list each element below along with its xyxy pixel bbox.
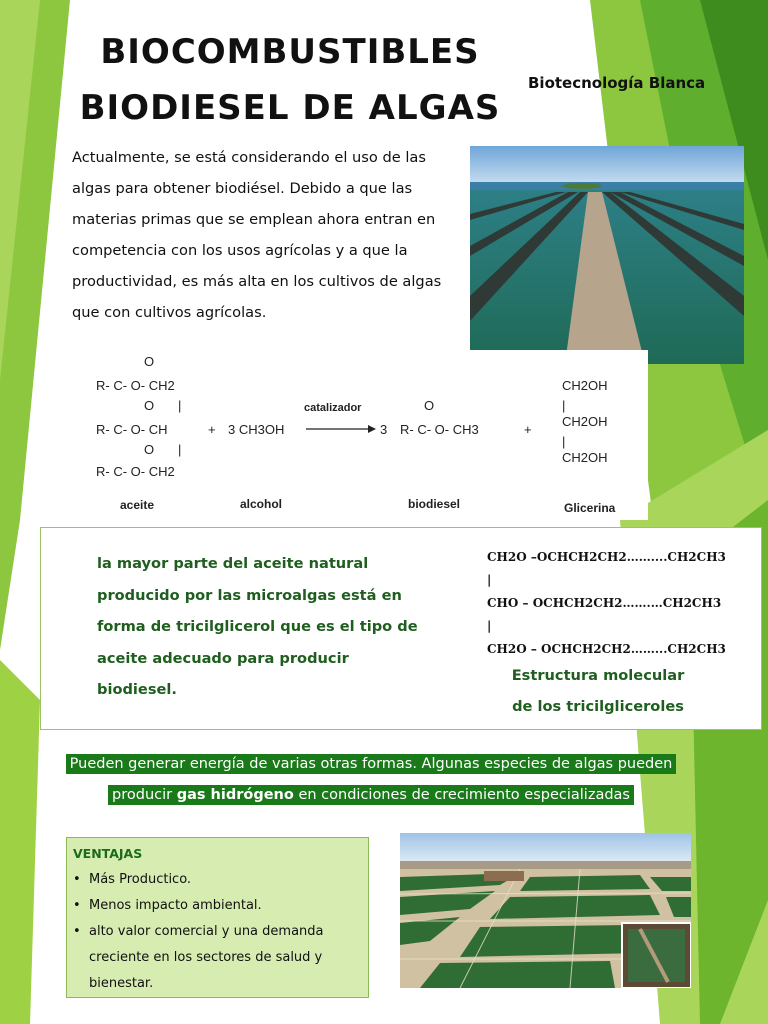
triglyceride-description: la mayor parte del aceite natural producido por las microalgas está en forma de tricilglicerol que es el tipo de aceite adecuado para producir biodiesel. — [97, 555, 418, 698]
ventajas-box — [66, 837, 369, 998]
carbonyl-o-1: O — [144, 354, 155, 369]
page-title: BIOCOMBUSTIBLES BIODIESEL DE ALGAS — [79, 32, 501, 128]
hydrogen-banner-line-1: Pueden generar energía de varias otras formas. Algunas especies de algas pueden — [26, 756, 716, 772]
triglyceride-info-box — [40, 527, 762, 730]
triglyceride-row-2: R- C- O- CH — [96, 422, 168, 437]
biodiesel-coefficient: 3 — [380, 422, 388, 437]
methyl-ester: R- C- O- CH3 — [400, 422, 479, 437]
transesterification-reaction — [88, 350, 648, 520]
plus-sign-2: + — [524, 422, 532, 437]
bond-line: | — [562, 434, 566, 449]
carbonyl-o-ester: O — [424, 398, 435, 413]
reaction-arrow — [306, 424, 376, 434]
catalyst-label: catalizador — [304, 402, 362, 414]
label-glicerina: Glicerina — [564, 501, 616, 515]
structure-line: | — [487, 573, 492, 587]
highlight-gas-hidrogeno: gas hidrógeno — [176, 787, 294, 803]
list-item: • Más Productico. — [73, 867, 362, 893]
methanol: 3 CH3OH — [228, 422, 285, 437]
intro-paragraph: Actualmente, se está considerando el uso de las algas para obtener biodiésel. Debido a que las materias primas que se emplean ahora entran en competencia con los usos agrícolas y a que la productividad, es más alta en los cultivos de algas que con cultivos agrícolas. — [72, 149, 442, 321]
glycerol-row-1: CH2OH — [562, 378, 608, 393]
glycerol-row-2: CH2OH — [562, 414, 608, 429]
bond-line: | — [178, 442, 182, 457]
list-item: • Menos impacto ambiental. — [73, 893, 362, 919]
label-alcohol: alcohol — [240, 497, 283, 511]
list-item: • alto valor comercial y una demanda creciente en los sectores de salud y bienestar. — [73, 919, 362, 997]
algae-farm-photo — [400, 833, 691, 988]
structure-caption: Estructura molecular de los tricilgliceroles — [511, 667, 685, 715]
carbonyl-o-3: O — [144, 442, 155, 457]
label-biodiesel: biodiesel — [408, 497, 461, 511]
structure-line: CH2O –OCHCH2CH2……....CH2CH3 — [487, 550, 726, 564]
ventajas-heading: VENTAJAS — [73, 846, 143, 861]
triglyceride-structure — [487, 546, 726, 661]
glycerol-row-3: CH2OH — [562, 450, 608, 465]
structure-line: | — [487, 619, 492, 633]
triglyceride-row-3: R- C- O- CH2 — [96, 464, 175, 479]
structure-line: CHO – OCHCH2CH2…….…CH2CH3 — [487, 596, 722, 610]
hydrogen-banner-line-2: producir gas hidrógeno en condiciones de crecimiento especializadas — [26, 787, 716, 803]
carbonyl-o-2: O — [144, 398, 155, 413]
ventajas-list — [73, 867, 362, 997]
plus-sign-1: + — [208, 422, 216, 437]
structure-line: CH2O – OCHCH2CH2……...CH2CH3 — [487, 642, 726, 656]
bond-line: | — [562, 398, 566, 413]
algae-ponds-photo — [470, 146, 744, 364]
subtitle: Biotecnología Blanca — [528, 74, 706, 92]
bond-line: | — [178, 398, 182, 413]
triglyceride-row-1: R- C- O- CH2 — [96, 378, 175, 393]
label-aceite: aceite — [120, 498, 155, 512]
